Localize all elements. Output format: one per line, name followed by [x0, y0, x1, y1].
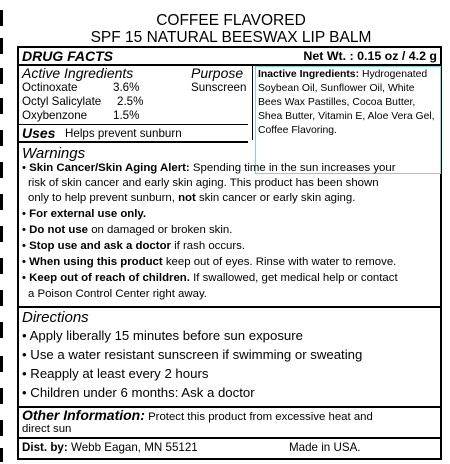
- warning-skin-alert-cont: [28, 191, 355, 207]
- drug-facts-title: DRUG FACTS: [22, 48, 113, 64]
- divider: [19, 437, 440, 439]
- warnings-heading: Warnings: [22, 145, 86, 162]
- inactive-ingredients-label: Inactive Ingredients:: [258, 69, 360, 80]
- uses-heading: Uses: [22, 125, 56, 141]
- stop-use-text: if rash occurs.: [174, 240, 246, 252]
- drug-facts-panel: [17, 46, 442, 460]
- warning-do-not-use: [22, 223, 232, 239]
- bullet: •: [22, 162, 26, 174]
- stop-use-label: Stop use and ask a doctor: [29, 240, 171, 252]
- skin-alert-text: Spending time in the sun increases your: [192, 162, 396, 174]
- do-not-use-label: Do not use: [29, 224, 89, 236]
- bullet: •: [22, 366, 27, 381]
- edge-mark: [0, 388, 3, 404]
- edge-mark: [0, 322, 3, 338]
- warning-keep-out-cont: a Poison Control Center right away.: [28, 288, 207, 300]
- made-in: Made in USA.: [289, 441, 361, 454]
- edge-mark: [0, 226, 3, 242]
- direction-text: Use a water resistant sunscreen if swimming or sweating: [30, 347, 363, 362]
- active-ingredient-name: Oxybenzone: [22, 109, 88, 122]
- bullet: •: [22, 385, 27, 400]
- warning-stop-use: [22, 239, 245, 255]
- direction-text: Reapply at least every 2 hours: [30, 366, 209, 381]
- do-not-use-text: on damaged or broken skin.: [91, 224, 233, 236]
- edge-mark: [0, 38, 3, 54]
- other-information-cont: direct sun: [22, 423, 72, 435]
- active-ingredient-pct: 3.6%: [113, 81, 140, 94]
- bullet: •: [22, 224, 26, 236]
- direction-text: Apply liberally 15 minutes before sun exposure: [29, 328, 303, 343]
- warning-external-use: [22, 207, 146, 223]
- active-ingredient-pct: 2.5%: [117, 95, 144, 108]
- directions-heading: Directions: [22, 309, 89, 326]
- when-using-label: When using this product: [29, 256, 163, 268]
- keep-out-text: If swallowed, get medical help or contact: [193, 272, 398, 284]
- edge-mark: [0, 98, 3, 114]
- direction-item: [22, 327, 303, 344]
- direction-text: Children under 6 months: Ask a doctor: [30, 385, 255, 400]
- skin-alert-not: not: [178, 192, 196, 204]
- skin-alert-label: Skin Cancer/Skin Aging Alert:: [29, 162, 190, 174]
- distributor-label: Dist. by:: [22, 441, 68, 454]
- warning-when-using: [22, 255, 396, 271]
- keep-out-label: Keep out of reach of children.: [29, 272, 190, 284]
- other-information: [22, 409, 373, 424]
- net-weight: Net Wt. : 0.15 oz / 4.2 g: [303, 49, 437, 63]
- skin-alert-text: skin cancer or early skin aging.: [198, 192, 356, 204]
- active-ingredient-name: Octinoxate: [22, 81, 78, 94]
- when-using-text: keep out of eyes. Rinse with water to remove.: [165, 256, 397, 268]
- bullet: •: [22, 240, 26, 252]
- distributor: [22, 441, 198, 455]
- direction-item: [22, 384, 255, 401]
- purpose-text: Sunscreen: [191, 81, 247, 94]
- edge-mark: [0, 162, 3, 178]
- edge-mark: [0, 448, 3, 462]
- active-ingredient-pct: 1.5%: [113, 109, 140, 122]
- inactive-ingredients: [255, 66, 441, 174]
- direction-item: [22, 365, 208, 382]
- external-use-text: For external use only.: [29, 208, 147, 220]
- column-divider: [252, 64, 253, 140]
- skin-alert-text: only to help prevent sunburn,: [28, 192, 175, 204]
- bullet: •: [22, 272, 26, 284]
- bullet: •: [22, 328, 27, 343]
- bullet: •: [22, 347, 27, 362]
- divider: [19, 306, 440, 308]
- uses-text: Helps prevent sunburn: [65, 127, 182, 140]
- purpose-heading: Purpose: [191, 65, 244, 81]
- warning-skin-alert: [22, 161, 396, 177]
- active-ingredients-heading: Active Ingredients: [22, 65, 134, 81]
- product-subtitle: SPF 15 NATURAL BEESWAX LIP BALM: [90, 29, 372, 46]
- bullet: •: [22, 256, 26, 268]
- divider: [19, 141, 248, 143]
- bullet: •: [22, 208, 26, 220]
- warning-keep-out: [22, 271, 398, 287]
- product-name: COFFEE FLAVORED: [156, 12, 306, 29]
- direction-item: [22, 346, 362, 363]
- edge-mark: [0, 420, 3, 436]
- distributor-text: Webb Eagan, MN 55121: [70, 441, 198, 454]
- edge-mark: [0, 68, 3, 84]
- warning-skin-alert-cont: risk of skin cancer and early skin aging. This product has been shown: [28, 177, 379, 189]
- edge-mark: [0, 258, 3, 274]
- edge-mark: [0, 290, 3, 306]
- active-ingredient-name: Octyl Salicylate: [22, 95, 102, 108]
- inactive-ingredients-text: Hydrogenated Soybean Oil, Sunflower Oil, White Bees Wax Pastilles, Cocoa Butter, Shea Butter, Vitamin E, Aloe Vera Gel, Coffee Flavoring.: [258, 69, 435, 136]
- edge-mark: [0, 130, 3, 146]
- edge-mark: [0, 194, 3, 210]
- other-information-text: Protect this product from excessive heat and: [148, 411, 373, 423]
- edge-mark: [0, 10, 3, 26]
- other-information-label: Other Information:: [22, 407, 145, 423]
- edge-mark: [0, 356, 3, 372]
